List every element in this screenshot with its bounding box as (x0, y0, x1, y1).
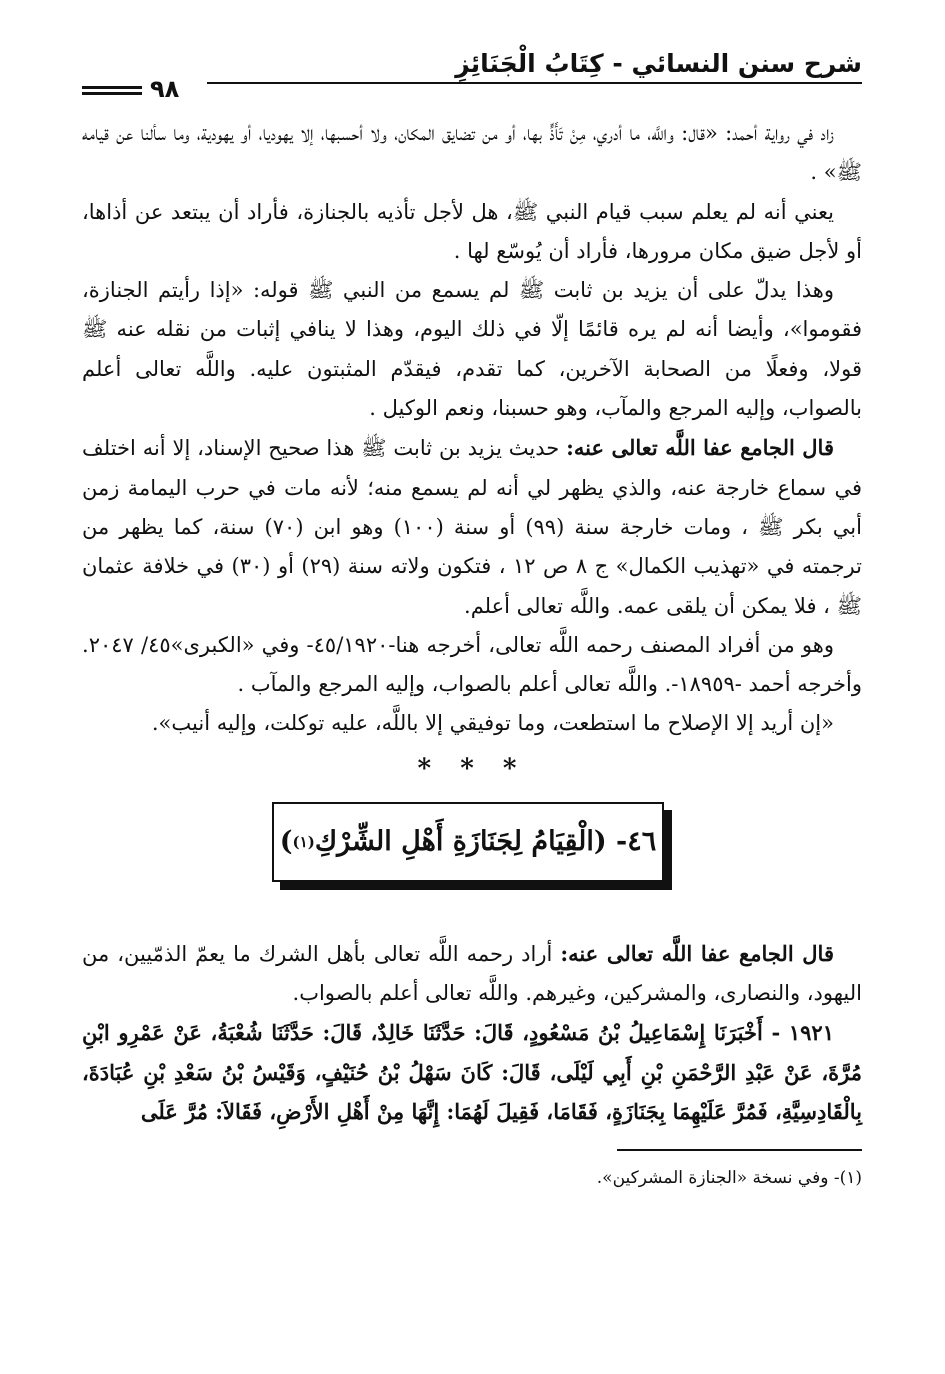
jami-note-2-text: أراد رحمه اللَّه تعالى بأهل الشرك ما يعمّ الذمّيين، من اليهود، والنصارى، والمشركين، وغيرهم. واللَّه تعالى أعلم بالصواب. (82, 941, 862, 1006)
chapter-heading (272, 802, 664, 882)
chapter-title: ٤٦- (الْقِيَامُ لِجَنَازَةِ أَهْلِ الشِّرْكِ (314, 826, 657, 858)
page-header (82, 40, 862, 102)
paragraph-ahmad-narration: زاد في رواية أحمد: «قال: واللَّه، ما أدري، مِنْ تَأَذٍّ بها، أو من تضايق المكان، ولا أحسبها، إلا يهوديا، أو يهودية، وما سألنا عن قيامه ﷺ» . (82, 121, 862, 185)
section-separator: * * * (417, 753, 527, 784)
jami-note-lead: قال الجامع عفا اللَّه تعالى عنه: (566, 435, 834, 461)
paragraph-closing-quote: «إن أريد إلا الإصلاح ما استطعت، وما توفيقي إلا باللَّه، عليه توكلت، وإليه أنيب». (151, 711, 834, 736)
book-page (82, 40, 862, 1191)
paragraph-jami-note-2 (82, 934, 862, 1014)
header-rule (207, 82, 862, 84)
chapter-heading-frame (272, 802, 672, 890)
main-text (82, 114, 862, 1131)
chapter-title-close: ) (279, 826, 293, 858)
paragraph-jami-note (82, 428, 862, 625)
page-number-double-rule (82, 86, 142, 98)
hadith-1921: ١٩٢١ - أَخْبَرَنَا إِسْمَاعِيلُ بْنُ مَسْعُودٍ، قَالَ: حَدَّثَنَا خَالِدٌ، قَالَ: حَدَّثَنَا شُعْبَةُ، عَنْ عَمْرِو ابْنِ مُرَّةَ، عَنْ عَبْدِ الرَّحْمَنِ بْنِ أَبِي لَيْلَى، قَالَ: كَانَ سَهْلُ بْنُ حُنَيْفٍ، وَقَيْسُ بْنُ سَعْدِ بْنِ عُبَادَةَ، بِالْقَادِسِيَّةِ، فَمُرَّ عَلَيْهِمَا بِجَنَازَةٍ، فَقَامَا، فَقِيلَ لَهُمَا: إِنَّهَا مِنْ أَهْلِ الأَرْضِ، فَقَالاَ: مُرَّ عَلَى (82, 1020, 862, 1124)
footnote-rule (617, 1149, 862, 1151)
chapter-footnote-mark: (١) (292, 832, 315, 851)
jami-note-2-lead: قال الجامع عفا اللَّه تعالى عنه: (560, 940, 834, 966)
paragraph-reason-of-standing: يعني أنه لم يعلم سبب قيام النبي ﷺ، هل لأجل تأذيه بالجنازة، فأراد أن يبتعد عن أذاها، أو لأجل ضيق مكان مرورها، فأراد أن يُوسّع لها . (82, 199, 862, 263)
footnote-1: (١)- وفي نسخة «الجنازة المشركين». (596, 1168, 862, 1189)
page-number: ٩٨ (150, 75, 180, 103)
jami-note-text: حديث يزيد بن ثابت ﷺ هذا صحيح الإسناد، إلا أنه اختلف في سماع خارجة عنه، والذي يظهر لي أنه لم يسمع منه؛ لأنه مات في حرب اليمامة زمن أبي بكر ﷺ ، ومات خارجة سنة (٩٩) أو سنة (١٠٠) وهو ابن (٧٠) سنة، كما يظهر من ترجمته في «تهذيب الكمال» ج ٨ ص ١٢ ، فتكون ولاته سنة (٢٩) أو (٣٠) في خلافة عثمان ﷺ ، فلا يمكن أن يلقى عمه. واللَّه تعالى أعلم. (82, 436, 862, 618)
paragraph-takhrij: وهو من أفراد المصنف رحمه اللَّه تعالى، أخرجه هنا-٤٥/١٩٢٠- وفي «الكبرى»٤٥/ ٢٠٤٧. وأخرجه أحمد -١٨٩٥٩-. واللَّه تعالى أعلم بالصواب، وإليه المرجع والمآب . (82, 632, 862, 697)
paragraph-evidence: وهذا يدلّ على أن يزيد بن ثابت ﷺ لم يسمع من النبي ﷺ قوله: «إذا رأيتم الجنازة، فقوموا»، وأيضا أنه لم يره قائمًا إلّا في ذلك اليوم، وهذا لا ينافي إثبات من نقله عنه ﷺ قولا، وفعلًا من الصحابة الآخرين، كما تقدم، فيقدّم المثبتون عليه. واللَّه تعالى أعلم بالصواب، وإليه المرجع والمآب، وهو حسبنا، ونعم الوكيل . (82, 278, 862, 421)
running-title: شرح سنن النسائي - كِتَابُ الْجَنَائِزِ (455, 49, 862, 78)
